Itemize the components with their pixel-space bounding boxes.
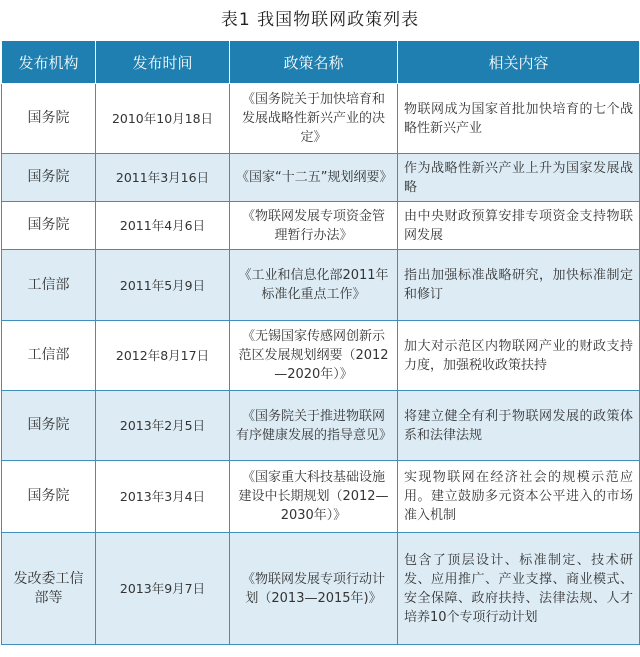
cell-date: 2012年8月17日 bbox=[96, 321, 230, 391]
cell-date: 2013年3月4日 bbox=[96, 461, 230, 533]
table-row bbox=[2, 84, 640, 154]
cell-policy: 《工业和信息化部2011年标准化重点工作》 bbox=[230, 250, 398, 321]
cell-date: 2011年4月6日 bbox=[96, 202, 230, 250]
cell-date: 2011年3月16日 bbox=[96, 154, 230, 202]
cell-policy: 《国家重大科技基础设施建设中长期规划（2012—2030年）》 bbox=[230, 461, 398, 533]
header-org: 发布机构 bbox=[2, 41, 96, 84]
table-row bbox=[2, 461, 640, 533]
cell-date: 2013年2月5日 bbox=[96, 391, 230, 461]
cell-org: 发改委工信部等 bbox=[2, 533, 96, 645]
cell-policy: 《国务院关于推进物联网有序健康发展的指导意见》 bbox=[230, 391, 398, 461]
cell-policy: 《物联网发展专项行动计划（2013—2015年)》 bbox=[230, 533, 398, 645]
table-row bbox=[2, 202, 640, 250]
table-row bbox=[2, 321, 640, 391]
cell-org: 工信部 bbox=[2, 250, 96, 321]
cell-content: 指出加强标准战略研究，加快标准制定和修订 bbox=[398, 250, 640, 321]
cell-org: 国务院 bbox=[2, 461, 96, 533]
cell-org: 工信部 bbox=[2, 321, 96, 391]
cell-date: 2011年5月9日 bbox=[96, 250, 230, 321]
cell-org: 国务院 bbox=[2, 202, 96, 250]
table-row bbox=[2, 391, 640, 461]
cell-org: 国务院 bbox=[2, 84, 96, 154]
cell-policy: 《国家“十二五”规划纲要》 bbox=[230, 154, 398, 202]
cell-date: 2013年9月7日 bbox=[96, 533, 230, 645]
cell-policy: 《国务院关于加快培育和发展战略性新兴产业的决定》 bbox=[230, 84, 398, 154]
table-row bbox=[2, 533, 640, 645]
header-policy: 政策名称 bbox=[230, 41, 398, 84]
header-date: 发布时间 bbox=[96, 41, 230, 84]
table-title: 表1 我国物联网政策列表 bbox=[220, 10, 420, 30]
cell-content: 由中央财政预算安排专项资金支持物联网发展 bbox=[398, 202, 640, 250]
cell-policy: 《无锡国家传感网创新示范区发展规划纲要（2012—2020年）》 bbox=[230, 321, 398, 391]
cell-content: 将建立健全有利于物联网发展的政策体系和法律法规 bbox=[398, 391, 640, 461]
cell-content: 作为战略性新兴产业上升为国家发展战略 bbox=[398, 154, 640, 202]
cell-date: 2010年10月18日 bbox=[96, 84, 230, 154]
header-row bbox=[2, 41, 640, 84]
header-content: 相关内容 bbox=[398, 41, 640, 84]
cell-content: 加大对示范区内物联网产业的财政支持力度，加强税收政策扶持 bbox=[398, 321, 640, 391]
cell-content: 包含了顶层设计、标准制定、技术研发、应用推广、产业支撑、商业模式、安全保障、政府扶持、法律法规、人才培养10个专项行动计划 bbox=[398, 533, 640, 645]
cell-org: 国务院 bbox=[2, 391, 96, 461]
policy-table bbox=[1, 40, 640, 645]
table-row bbox=[2, 250, 640, 321]
cell-org: 国务院 bbox=[2, 154, 96, 202]
cell-content: 物联网成为国家首批加快培育的七个战略性新兴产业 bbox=[398, 84, 640, 154]
table-row bbox=[2, 154, 640, 202]
cell-policy: 《物联网发展专项资金管理暂行办法》 bbox=[230, 202, 398, 250]
cell-content: 实现物联网在经济社会的规模示范应用。建立鼓励多元资本公平进入的市场准入机制 bbox=[398, 461, 640, 533]
